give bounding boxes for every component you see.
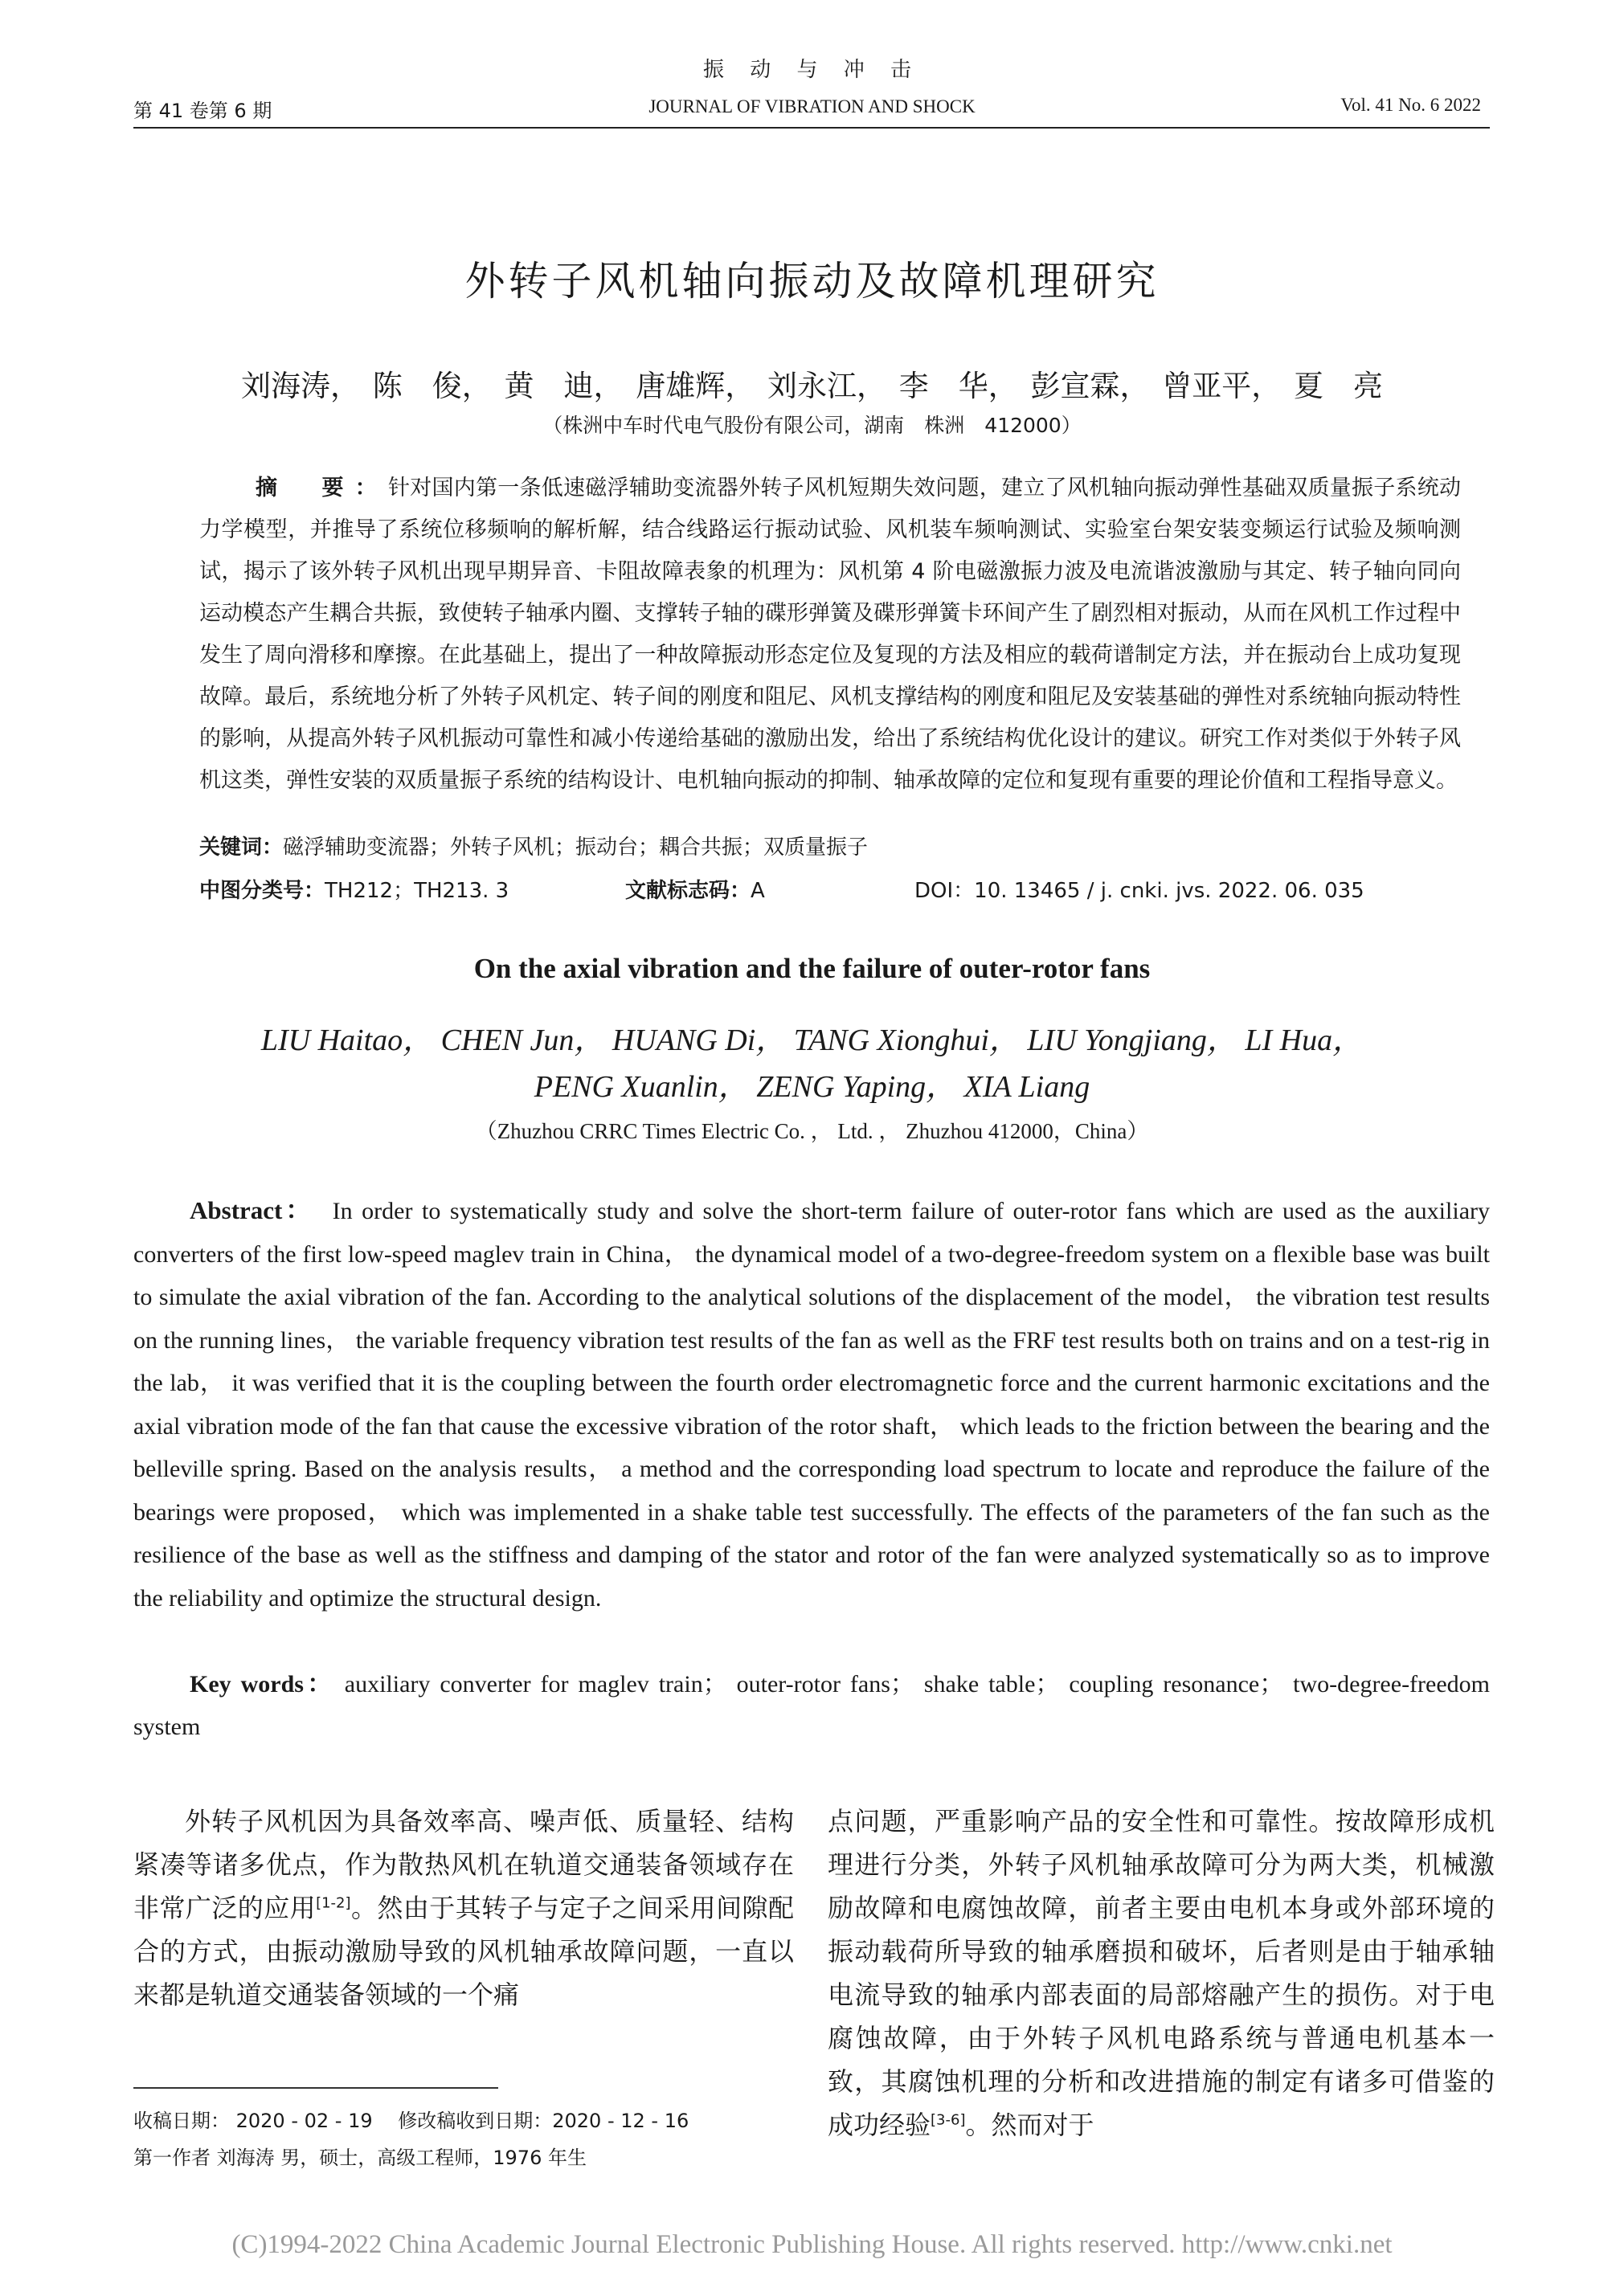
issue-cn: 第 41 卷第 6 期: [133, 100, 272, 122]
doi: DOI：10. 13465 / j. cnki. jvs. 2022. 06. 035: [914, 879, 1364, 903]
footnote-rule: [133, 2087, 498, 2089]
keywords-cn-label: 关键词：: [199, 835, 284, 860]
body-right-column: [828, 1800, 1495, 2147]
copyright-notice: (C)1994-2022 China Academic Journal Electronic Publishing House. All rights reserved. http://www.cnki.net: [231, 2230, 1393, 2259]
keywords-cn-text: 磁浮辅助变流器；外转子风机；振动台；耦合共振；双质量振子: [283, 835, 869, 860]
abstract-cn-text: 针对国内第一条低速磁浮辅助变流器外转子风机短期失效问题，建立了风机轴向振动弹性基础双质量振子系统动力学模型，并推导了系统位移频响的解析解，结合线路运行振动试验、风机装车频响测试、实验室台架安装变频运行试验及频响测试，揭示了该外转子风机出现早期异音、卡阻故障表象的机理为：风机第 4 阶电磁激振力波及电流谐波激励与其定、转子轴向同向运动模态产生耦合共振，致使转子轴承内圈、支撑转子轴的碟形弹簧及碟形弹簧卡环间产生了剧烈相对振动，从而在风机工作过程中发生了周向滑移和摩擦。在此基础上，提出了一种故障振动形态定位及复现的方法及相应的载荷谱制定方法，并在振动台上成功复现故障。最后，系统地分析了外转子风机定、转子间的刚度和阻尼、风机支撑结构的刚度和阻尼及安装基础的弹性对系统轴向振动特性的影响，从提高外转子风机振动可靠性和减小传递给基础的激励出发，给出了系统结构优化设计的建议。研究工作对类似于外转子风机这类，弹性安装的双质量振子系统的结构设计、电机轴向振动的抑制、轴承故障的定位和复现有重要的理论价值和工程指导意义。: [199, 476, 1461, 793]
affiliation-en: （Zhuzhou CRRC Times Electric Co. ， Ltd. ， Zhuzhou 412000，China）: [475, 1119, 1149, 1143]
body-text: 。然而对于: [965, 2110, 1094, 2140]
authors-en: [0, 1017, 1624, 1110]
keywords-en-label: Key words：: [190, 1671, 335, 1697]
abstract-en-text: In order to systematically study and solve the short-term failure of outer-rotor fans which are used as the auxiliary converters of the first low-speed maglev train in China， the dynamical model of a two-degree-freedom system on a flexible base was built to simulate the axial vibration of the fan. According to the analytical solutions of the displacement of the model， the vibration test results on the running lines， the variable frequency vibration test results of the fan as well as the FRF test results both on trains and on a test-rig in the lab， it was verified that it is the coupling between the fourth order electromagnetic force and the current harmonic excitations and the axial vibration mode of the fan that cause the excessive vibration of the rotor shaft， which leads to the friction between the bearing and the belleville spring. Based on the analysis results， a method and the corresponding load spectrum to locate and reproduce the failure of the bearings were proposed， which was implemented in a shake table test successfully. The effects of the parameters of the fan such as the resilience of the base as well as the stiffness and damping of the stator and rotor of the fan were analyzed systematically so as to improve the reliability and optimize the structural design.: [133, 1198, 1490, 1612]
journal-name-cn: 振 动 与 冲 击: [702, 58, 922, 82]
body-paragraph: [133, 1800, 794, 2016]
journal-name-en: JOURNAL OF VIBRATION AND SHOCK: [648, 96, 976, 116]
body-text: 外转子风机因为具备效率高、噪声低、质量轻、结构紧凑等诸多优点，作为散热风机在轨道交通装备领域存在非常广泛的应用: [133, 1806, 794, 1923]
authors-en-line-1: LIU Haitao， CHEN Jun， HUANG Di， TANG Xionghui， LIU Yongjiang， LI Hua，: [260, 1023, 1364, 1057]
abstract-en-label: Abstract：: [190, 1196, 314, 1224]
body-text: 。然由于其转子与定子之间采用间隙配合的方式，由振动激励导致的风机轴承故障问题，一直以来都是轨道交通装备领域的一个痛: [133, 1893, 794, 2010]
keywords-en: [133, 1663, 1490, 1748]
doc-code-label: 文献标志码：: [625, 879, 751, 903]
body-text: 点问题，严重影响产品的安全性和可靠性。按故障形成机理进行分类，外转子风机轴承故障可分为两大类，机械激励故障和电腐蚀故障，前者主要由电机本身或外部环境的振动载荷所导致的轴承磨损和破坏，后者则是由于轴承轴电流导致的轴承内部表面的局部熔融产生的损伤。对于电腐蚀故障，由于外转子风机电路系统与普通电机基本一致，其腐蚀机理的分析和改进措施的制定有诸多可借鉴的成功经验: [828, 1806, 1495, 2140]
authors-en-line-2: PENG Xuanlin， ZENG Yaping， XIA Liang: [534, 1070, 1090, 1104]
abstract-cn-label: 摘 要：: [256, 476, 388, 500]
paper-title-en: On the axial vibration and the failure of outer-rotor fans: [473, 953, 1151, 984]
authors-cn: 刘海涛， 陈 俊， 黄 迪， 唐雄辉， 刘永江， 李 华， 彭宣霖， 曾亚平， 夏 亮: [240, 369, 1384, 403]
affiliation-cn: （株洲中车时代电气股份有限公司，湖南 株洲 412000）: [542, 414, 1082, 437]
body-paragraph: [828, 1800, 1495, 2147]
issue-en: Vol. 41 No. 6 2022: [1340, 95, 1481, 115]
paper-title-cn: 外转子风机轴向振动及故障机理研究: [464, 258, 1160, 304]
abstract-en: [133, 1189, 1490, 1620]
footnote-author: 第一作者 刘海涛 男，硕士，高级工程师，1976 年生: [133, 2147, 587, 2169]
doc-code-value: A: [751, 879, 765, 903]
keywords-en-text: auxiliary converter for maglev train； outer-rotor fans； shake table； coupling resonance； two-degree-freedom system: [133, 1671, 1491, 1740]
citation: [1-2]: [316, 1894, 351, 1912]
clc-label: 中图分类号：: [199, 879, 325, 903]
clc-value: TH212；TH213. 3: [325, 879, 509, 903]
footnote-received: 收稿日期： 2020 - 02 - 19 修改稿收到日期：2020 - 12 - 16: [133, 2110, 689, 2132]
keywords-cn: [199, 831, 1461, 860]
body-left-column: [133, 1800, 794, 2016]
citation: [3-6]: [931, 2111, 966, 2129]
header-rule: [133, 127, 1490, 129]
abstract-cn: [199, 468, 1461, 802]
